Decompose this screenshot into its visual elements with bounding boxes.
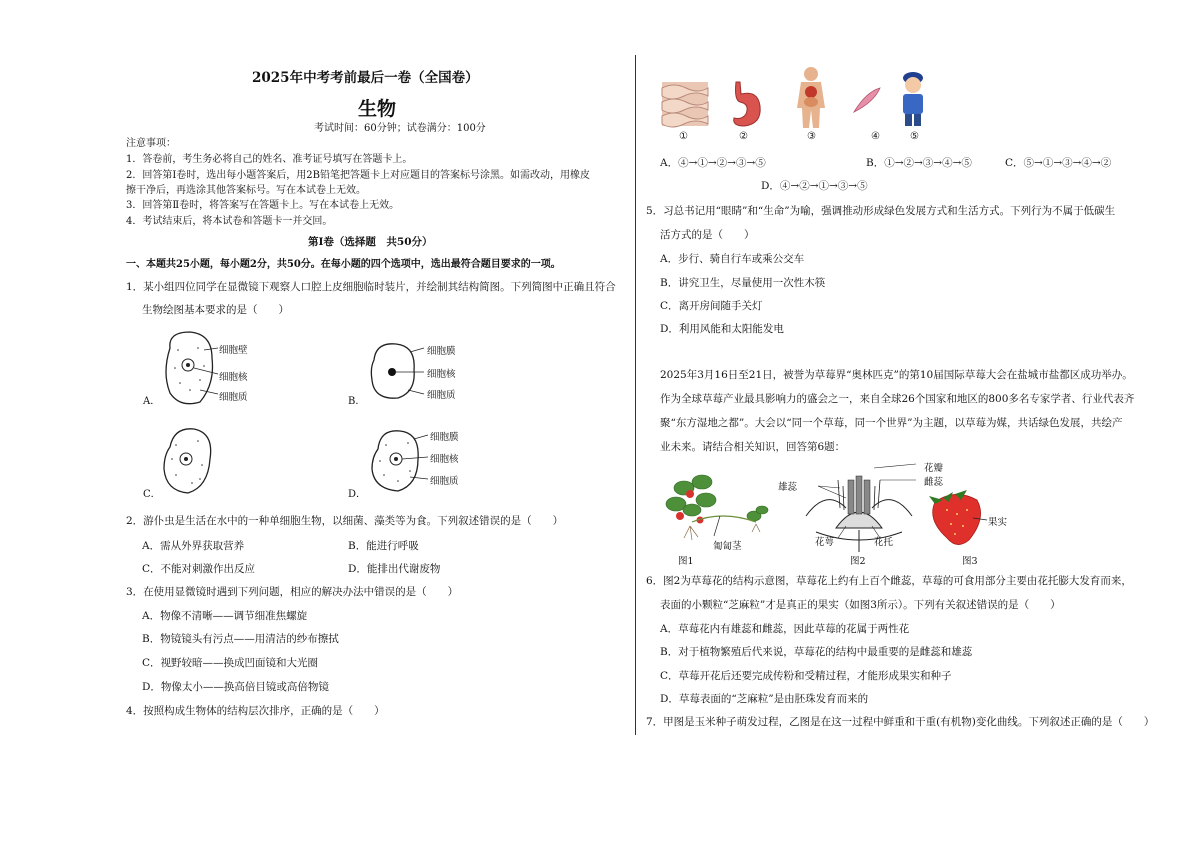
q7-stem: 7．甲图是玉米种子萌发过程，乙图是在这一过程中鲜重和干重(有机物)变化曲线。下列叙述正确的是（ ）: [646, 716, 1155, 728]
q4-image-num-1: ①: [679, 131, 688, 142]
cell-tissue-image: [662, 82, 708, 126]
person-image: [897, 70, 929, 128]
q5-option-b: B．讲究卫生，尽量使用一次性木筷: [660, 277, 826, 289]
note-line: 4．考试结束后，将本试卷和答题卡一并交回。: [126, 216, 333, 227]
cell-diagram-c: [162, 425, 222, 497]
q2-stem: 2．游仆虫是生活在水中的一种单细胞生物，以细菌、藻类等为食。下列叙述错误的是（ ）: [126, 515, 564, 527]
q6-stem-cont: 表面的小颗粒“芝麻粒”才是真正的果实（如图3所示）。下列有关叙述错误的是（ ）: [660, 599, 1061, 611]
fig2-label-petal: 花瓣: [924, 463, 944, 474]
q5-option-d: D．利用风能和太阳能发电: [660, 323, 784, 335]
q1-b-label-cytoplasm: 细胞质: [427, 390, 456, 401]
q3-stem: 3．在使用显微镜时遇到下列问题，相应的解决办法中错误的是（ ）: [126, 586, 459, 598]
q1-a-label-nucleus: 细胞核: [219, 372, 248, 383]
subject-title: 生物: [358, 98, 397, 120]
notes-heading: 注意事项：: [126, 138, 176, 149]
column-divider: [635, 55, 636, 735]
passage-line: 作为全球草莓产业最具影响力的盛会之一，来自全球26个国家和地区的800多名专家学者、行业代表齐: [660, 393, 1135, 405]
q2-option-b: B．能进行呼吸: [348, 540, 419, 552]
q4-option-d: D．④→②→①→③→⑤: [761, 180, 868, 192]
note-line: 2．回答第Ⅰ卷时，选出每小题答案后，用2B铅笔把答题卡上对应题目的答案标号涂黑。如需改动，用橡皮: [126, 170, 591, 181]
fig2-caption: 图2: [850, 556, 866, 567]
fig3-label-fruit: 果实: [988, 517, 1008, 528]
q1-option-a-letter: A．: [143, 396, 161, 407]
q1-stem: 1．某小组四位同学在显微镜下观察人口腔上皮细胞临时装片，并绘制其结构简图。下列简图中正确且符合: [126, 281, 616, 293]
strawberry-fruit-figure: [925, 488, 991, 552]
q5-stem-cont: 活方式的是（ ）: [660, 229, 755, 241]
q4-stem: 4．按照构成生物体的结构层次排序，正确的是（ ）: [126, 705, 385, 717]
note-line: 1．答卷前，考生务必将自己的姓名、准考证号填写在答题卡上。: [126, 154, 413, 165]
q4-option-a: A．④→①→②→③→⑤: [660, 157, 766, 169]
fig2-label-stamen: 雄蕊: [778, 482, 798, 493]
note-line: 3．回答第Ⅱ卷时，将答案写在答题卡上。写在本试卷上无效。: [126, 200, 400, 211]
q5-option-c: C．离开房间随手关灯: [660, 300, 763, 312]
q4-image-num-2: ②: [739, 131, 748, 142]
q3-option-b: B．物镜镜头有污点——用清洁的纱布擦拭: [142, 633, 339, 645]
fig1-label-runner: 匍匐茎: [713, 541, 742, 552]
q3-option-a: A．物像不清晰——调节细准焦螺旋: [142, 610, 308, 622]
q3-option-d: D．物像太小——换高倍目镜或高倍物镜: [142, 681, 329, 693]
exam-title: 2025年中考考前最后一卷（全国卷）: [252, 70, 479, 86]
q1-a-label-cytoplasm: 细胞质: [219, 392, 248, 403]
q1-option-d-letter: D．: [348, 489, 367, 500]
passage-line: 聚“东方湿地之都”。大会以“同一个草莓，同一个世界”为主题，以草莓为媒，共话绿色发展，共绘产: [660, 417, 1123, 429]
section-intro: 一、本题共25小题，每小题2分，共50分。在每小题的四个选项中，选出最符合题目要求的一项。: [126, 259, 561, 270]
note-line: 擦干净后，再选涂其他答案标号。写在本试卷上无效。: [126, 185, 366, 196]
q5-stem: 5．习总书记用“眼睛”和“生命”为喻，强调推动形成绿色发展方式和生活方式。下列行为不属于低碳生: [646, 205, 1116, 217]
q6-option-b: B．对于植物繁殖后代来说，草莓花的结构中最重要的是雌蕊和雄蕊: [660, 646, 973, 658]
q1-b-label-nucleus: 细胞核: [427, 369, 456, 380]
passage-line: 业未来。请结合相关知识，回答第6题：: [660, 441, 846, 453]
q4-option-c: C．⑤→①→③→④→②: [1005, 157, 1112, 169]
q1-d-label-cytoplasm: 细胞质: [430, 476, 459, 487]
q1-d-label-membrane: 细胞膜: [430, 432, 459, 443]
stomach-organ-image: [724, 80, 764, 130]
fig2-label-sepal: 花萼: [815, 537, 835, 548]
q1-option-b-letter: B．: [348, 396, 366, 407]
q4-option-b: B．①→②→③→④→⑤: [866, 157, 972, 169]
fig2-label-pistil: 雌蕊: [924, 477, 944, 488]
q2-option-c: C．不能对刺激作出反应: [142, 563, 256, 575]
q1-d-label-nucleus: 细胞核: [430, 454, 459, 465]
muscle-cell-image: [852, 86, 882, 114]
q6-option-c: C．草莓开花后还要完成传粉和受精过程，才能形成果实和种子: [660, 670, 952, 682]
q1-a-label-wall: 细胞壁: [219, 345, 248, 356]
fig2-label-receptacle: 花托: [874, 537, 894, 548]
q1-option-c-letter: C．: [143, 489, 161, 500]
q4-image-num-5: ⑤: [910, 131, 919, 142]
q2-option-d: D．能排出代谢废物: [348, 563, 441, 575]
fig1-caption: 图1: [678, 556, 694, 567]
q1-stem-cont: 生物绘图基本要求的是（ ）: [142, 304, 289, 316]
exam-info: 考试时间：60分钟；试卷满分：100分: [314, 123, 486, 134]
fig3-caption: 图3: [962, 556, 978, 567]
q5-option-a: A．步行、骑自行车或乘公交车: [660, 253, 805, 265]
q6-option-a: A．草莓花内有雄蕊和雌蕊，因此草莓的花属于两性花: [660, 623, 910, 635]
q4-image-num-4: ④: [871, 131, 880, 142]
q4-image-num-3: ③: [807, 131, 816, 142]
q6-option-d: D．草莓表面的“芝麻粒”是由胚珠发育而来的: [660, 693, 869, 705]
section-title: 第Ⅰ卷（选择题 共50分）: [308, 236, 433, 248]
q6-stem: 6．图2为草莓花的结构示意图，草莓花上约有上百个雌蕊，草莓的可食用部分主要由花托膨大发育而来，: [646, 575, 1132, 587]
q3-option-c: C．视野较暗——换成凹面镜和大光圈: [142, 657, 319, 669]
passage-line: 2025年3月16日至21日，被誉为草莓界“奥林匹克”的第10届国际草莓大会在盐城市盐都区成功举办。: [660, 369, 1133, 381]
human-organ-system-image: [793, 66, 829, 130]
q2-option-a: A．需从外界获取营养: [142, 540, 245, 552]
q1-b-label-membrane: 细胞膜: [427, 346, 456, 357]
